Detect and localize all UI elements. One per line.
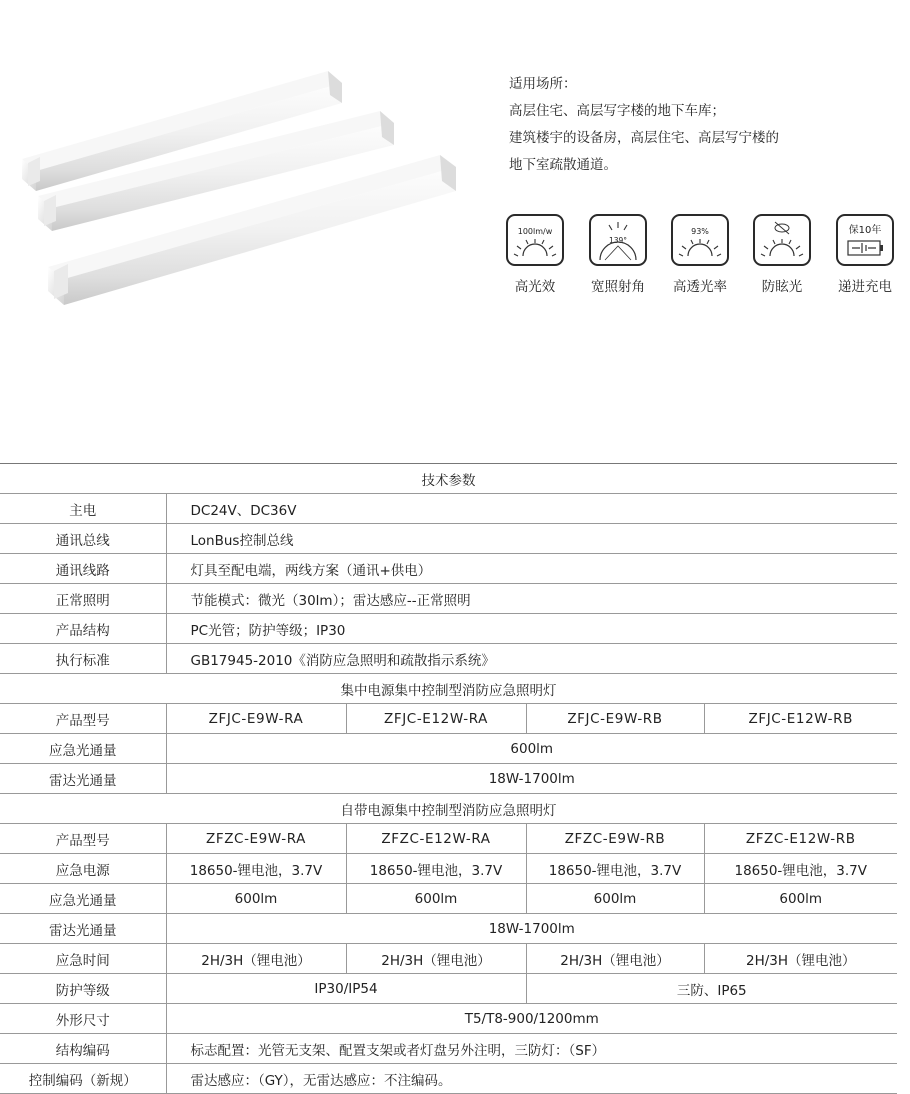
transmittance-badge: 93% bbox=[691, 227, 709, 236]
table-row bbox=[0, 914, 897, 944]
model-cell: ZFJC-E9W-RA bbox=[166, 704, 346, 734]
usage-title: 适用场所： bbox=[509, 76, 577, 92]
row-value: 标志配置：光管无支架、配置支架或者灯盘另外注明，三防灯：（SF） bbox=[166, 1034, 897, 1064]
model-cell: ZFZC-E9W-RA bbox=[166, 824, 346, 854]
row-label: 应急时间 bbox=[0, 944, 166, 974]
central-section-title: 集中电源集中控制型消防应急照明灯 bbox=[0, 674, 897, 704]
model-cell: ZFJC-E12W-RA bbox=[346, 704, 526, 734]
feature-label: 高透光率 bbox=[673, 279, 727, 295]
application-description bbox=[509, 71, 779, 179]
table-row bbox=[0, 1034, 897, 1064]
row-label: 结构编码 bbox=[0, 1034, 166, 1064]
row-label: 应急光通量 bbox=[0, 734, 166, 764]
product-image bbox=[0, 55, 480, 325]
feature-label: 高光效 bbox=[514, 279, 556, 295]
table-row bbox=[0, 1004, 897, 1034]
table-row bbox=[0, 554, 897, 584]
power-cell: 18650-锂电池，3.7V bbox=[704, 854, 897, 884]
ip-cell: 三防、IP65 bbox=[526, 974, 897, 1004]
row-label: 外形尺寸 bbox=[0, 1004, 166, 1034]
table-row bbox=[0, 764, 897, 794]
row-value: 18W-1700lm bbox=[166, 914, 897, 944]
section-title-row bbox=[0, 794, 897, 824]
spec-table bbox=[0, 463, 897, 1094]
row-label: 产品型号 bbox=[0, 704, 166, 734]
row-value: LonBus控制总线 bbox=[166, 524, 897, 554]
row-label: 控制编码（新规） bbox=[0, 1064, 166, 1094]
flux-cell: 600lm bbox=[166, 884, 346, 914]
feature-label: 宽照射角 bbox=[591, 279, 645, 295]
battery-badge: 保10年 bbox=[848, 225, 882, 236]
feature-transmittance bbox=[669, 214, 731, 295]
feature-label: 防眩光 bbox=[761, 279, 803, 295]
wide-angle-icon bbox=[589, 214, 647, 266]
row-value: 600lm bbox=[166, 734, 897, 764]
feature-efficacy bbox=[504, 214, 566, 295]
table-row bbox=[0, 734, 897, 764]
model-cell: ZFZC-E9W-RB bbox=[526, 824, 704, 854]
row-label: 产品结构 bbox=[0, 614, 166, 644]
table-title-row bbox=[0, 464, 897, 494]
usage-line: 高层住宅、高层写字楼的地下车库； bbox=[509, 103, 725, 119]
row-value: 节能模式：微光（30lm）；雷达感应--正常照明 bbox=[166, 584, 897, 614]
row-label: 产品型号 bbox=[0, 824, 166, 854]
table-row bbox=[0, 974, 897, 1004]
transmittance-icon bbox=[671, 214, 729, 266]
model-cell: ZFZC-E12W-RA bbox=[346, 824, 526, 854]
angle-badge: 139° bbox=[608, 236, 628, 245]
usage-line: 建筑楼宇的设备房，高层住宅、高层写宁楼的 bbox=[509, 130, 779, 146]
time-cell: 2H/3H（锂电池） bbox=[704, 944, 897, 974]
flux-cell: 600lm bbox=[346, 884, 526, 914]
table-row bbox=[0, 1064, 897, 1094]
row-value: DC24V、DC36V bbox=[166, 494, 897, 524]
table-row bbox=[0, 584, 897, 614]
row-label: 通讯总线 bbox=[0, 524, 166, 554]
ip-cell: IP30/IP54 bbox=[166, 974, 526, 1004]
row-label: 执行标准 bbox=[0, 644, 166, 674]
row-label: 雷达光通量 bbox=[0, 764, 166, 794]
feature-anti-glare bbox=[751, 214, 813, 295]
row-label: 应急光通量 bbox=[0, 884, 166, 914]
row-value: PC光管；防护等级；IP30 bbox=[166, 614, 897, 644]
row-value: 18W-1700lm bbox=[166, 764, 897, 794]
row-value: 灯具至配电端，两线方案（通讯+供电） bbox=[166, 554, 897, 584]
row-label: 雷达光通量 bbox=[0, 914, 166, 944]
anti-glare-icon bbox=[753, 214, 811, 266]
table-row bbox=[0, 884, 897, 914]
efficacy-badge: 100lm/w bbox=[517, 227, 553, 236]
table-row bbox=[0, 614, 897, 644]
time-cell: 2H/3H（锂电池） bbox=[166, 944, 346, 974]
row-label: 主电 bbox=[0, 494, 166, 524]
spec-table-title: 技术参数 bbox=[0, 464, 897, 494]
table-row bbox=[0, 494, 897, 524]
power-cell: 18650-锂电池，3.7V bbox=[166, 854, 346, 884]
table-row bbox=[0, 704, 897, 734]
usage-line: 地下室疏散通道。 bbox=[509, 157, 617, 173]
row-label: 正常照明 bbox=[0, 584, 166, 614]
power-cell: 18650-锂电池，3.7V bbox=[346, 854, 526, 884]
power-cell: 18650-锂电池，3.7V bbox=[526, 854, 704, 884]
table-row bbox=[0, 944, 897, 974]
feature-battery bbox=[834, 214, 896, 295]
self-section-title: 自带电源集中控制型消防应急照明灯 bbox=[0, 794, 897, 824]
flux-cell: 600lm bbox=[526, 884, 704, 914]
table-row bbox=[0, 824, 897, 854]
table-row bbox=[0, 854, 897, 884]
table-row bbox=[0, 644, 897, 674]
row-value: T5/T8-900/1200mm bbox=[166, 1004, 897, 1034]
row-label: 防护等级 bbox=[0, 974, 166, 1004]
table-row bbox=[0, 524, 897, 554]
model-cell: ZFJC-E12W-RB bbox=[704, 704, 897, 734]
flux-cell: 600lm bbox=[704, 884, 897, 914]
row-label: 通讯线路 bbox=[0, 554, 166, 584]
feature-label: 递进充电 bbox=[838, 279, 892, 295]
battery-icon bbox=[836, 214, 894, 266]
row-value: GB17945-2010《消防应急照明和疏散指示系统》 bbox=[166, 644, 897, 674]
feature-wide-angle bbox=[587, 214, 649, 295]
model-cell: ZFZC-E12W-RB bbox=[704, 824, 897, 854]
efficacy-icon bbox=[506, 214, 564, 266]
time-cell: 2H/3H（锂电池） bbox=[346, 944, 526, 974]
row-value: 雷达感应：（GY），无雷达感应：不注编码。 bbox=[166, 1064, 897, 1094]
section-title-row bbox=[0, 674, 897, 704]
model-cell: ZFJC-E9W-RB bbox=[526, 704, 704, 734]
row-label: 应急电源 bbox=[0, 854, 166, 884]
time-cell: 2H/3H（锂电池） bbox=[526, 944, 704, 974]
